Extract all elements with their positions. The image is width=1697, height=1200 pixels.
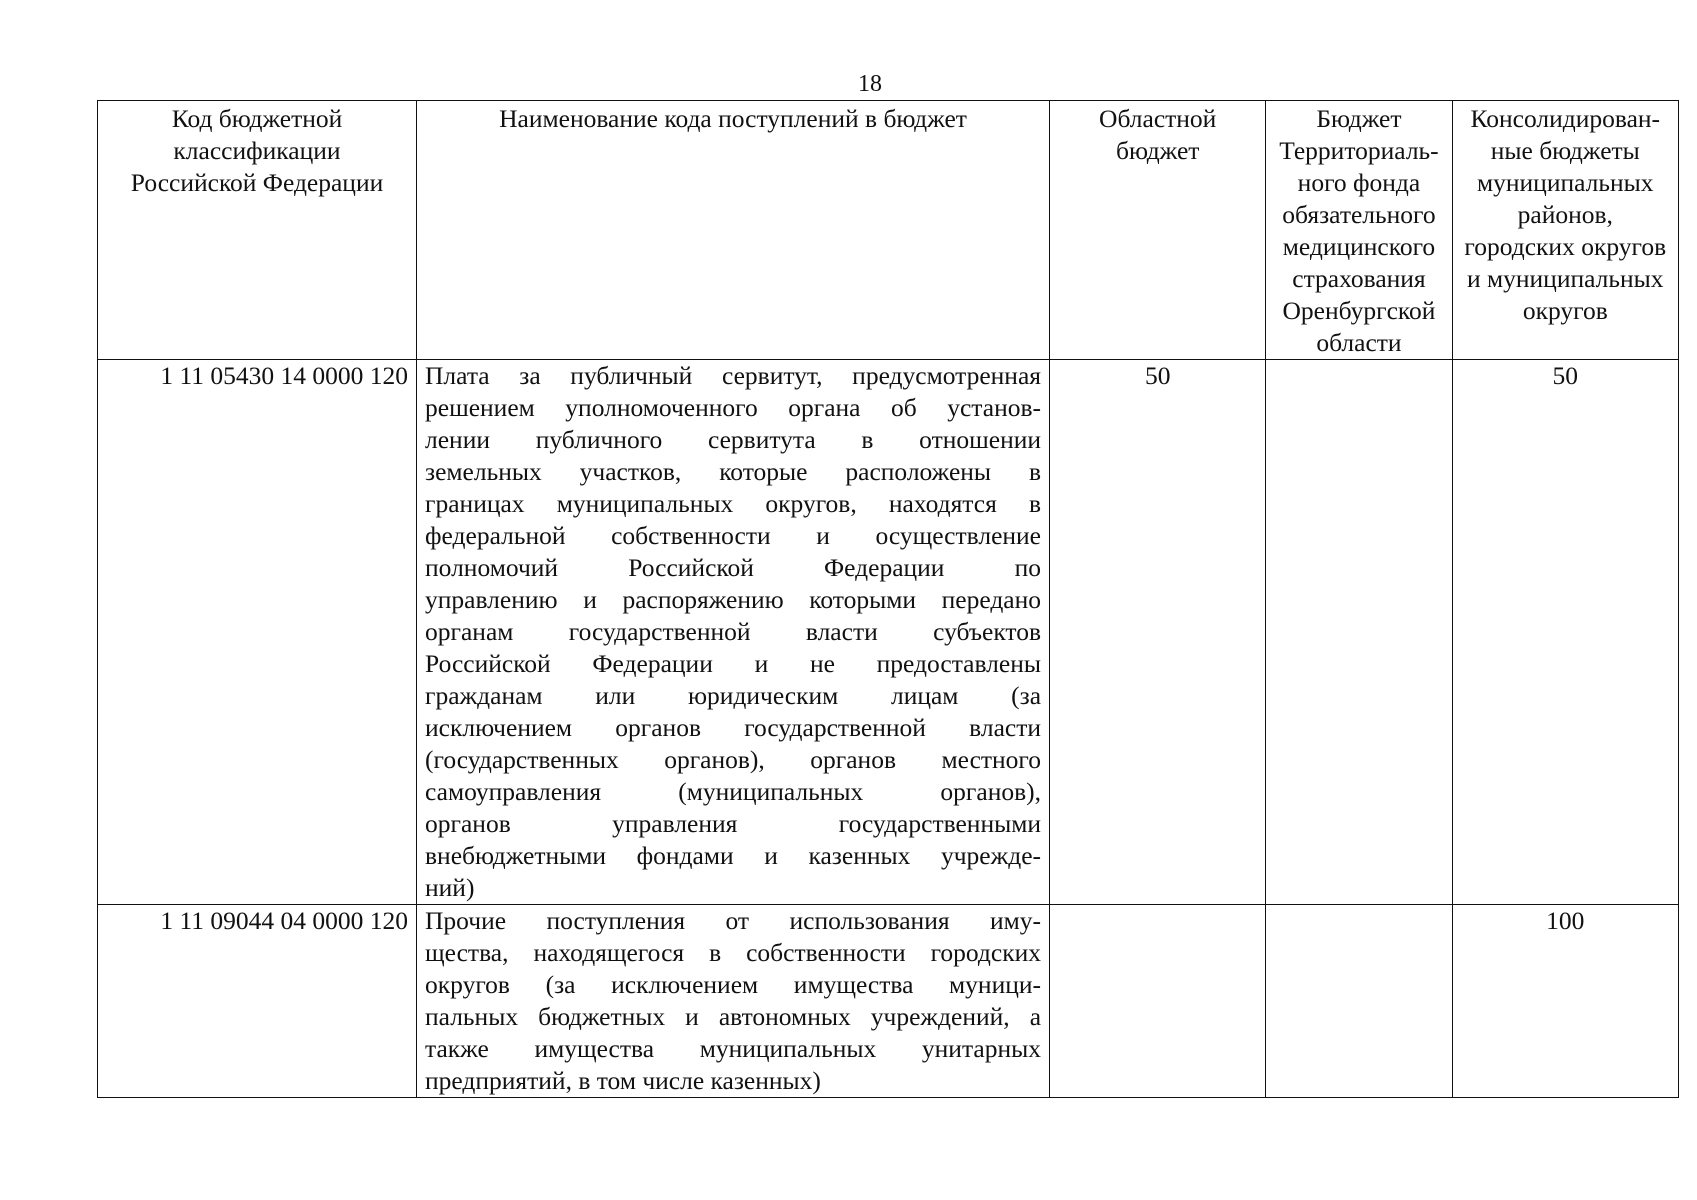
- row-name-line: ний): [425, 873, 475, 902]
- row-regional-value: [1050, 905, 1266, 1098]
- header-name: [417, 101, 1050, 360]
- header-regional-label: Областной бюджет: [1099, 104, 1217, 165]
- header-code-label: Код бюджетной классификации Российской Федерации: [130, 104, 384, 197]
- row-code: 1 11 05430 14 0000 120: [98, 360, 417, 905]
- row-regional-value: 50: [1050, 360, 1266, 905]
- header-fund-budget: [1266, 101, 1452, 360]
- row-name-line: границах муниципальных округов, находятся в: [425, 489, 1042, 518]
- row-name-line: управлению и распоряжению которыми передано: [425, 585, 1042, 614]
- row-name-line: федеральной собственности и осуществление: [425, 521, 1042, 550]
- row-name-line: Прочие поступления от использования иму-: [425, 906, 1042, 935]
- row-name-line: гражданам или юридическим лицам (за: [425, 681, 1042, 710]
- row-name-line: внебюджетными фондами и казенных учрежде-: [425, 841, 1042, 870]
- row-name-line: также имущества муниципальных унитарных: [425, 1034, 1042, 1063]
- header-name-label: Наименование кода поступлений в бюджет: [499, 104, 967, 133]
- row-name-line: самоуправления (муниципальных органов),: [425, 777, 1042, 806]
- row-code: 1 11 09044 04 0000 120: [98, 905, 417, 1098]
- row-name-line: пальных бюджетных и автономных учреждений, а: [425, 1002, 1042, 1031]
- header-consolidated-label: Консолидирован- ные бюджеты муниципальных районов, городских округов и муниципальных округов: [1464, 104, 1667, 325]
- row-name-line: решением уполномоченного органа об установ-: [425, 393, 1042, 422]
- header-code: [98, 101, 417, 360]
- row-name-line: земельных участков, которые расположены в: [425, 457, 1042, 486]
- row-consolidated-value: 100: [1452, 905, 1678, 1098]
- row-fund-value: [1266, 360, 1452, 905]
- row-name-line: щества, находящегося в собственности городских: [425, 938, 1042, 967]
- page-number: 18: [858, 71, 882, 97]
- row-name-line: округов (за исключением имущества муници-: [425, 970, 1042, 999]
- row-fund-value: [1266, 905, 1452, 1098]
- header-consolidated-budget: [1452, 101, 1678, 360]
- row-name-line: исключением органов государственной власти: [425, 713, 1042, 742]
- header-fund-label: Бюджет Территориаль- ного фонда обязательного медицинского страхования Оренбургской области: [1279, 104, 1439, 357]
- row-name-line: органам государственной власти субъектов: [425, 617, 1042, 646]
- row-name-line: Плата за публичный сервитут, предусмотренная: [425, 361, 1042, 390]
- row-consolidated-value: 50: [1452, 360, 1678, 905]
- row-name-line: лении публичного сервитута в отношении: [425, 425, 1042, 454]
- row-name-line: органов управления государственными: [425, 809, 1042, 838]
- header-row: [98, 101, 1679, 360]
- table-row: [98, 360, 1679, 905]
- table-body: [98, 360, 1679, 1098]
- budget-revenue-table: [97, 100, 1679, 1098]
- table-header: [98, 101, 1679, 360]
- row-name-line: Российской Федерации и не предоставлены: [425, 649, 1042, 678]
- row-name-line: полномочий Российской Федерации по: [425, 553, 1042, 582]
- header-regional-budget: [1050, 101, 1266, 360]
- row-name-line: (государственных органов), органов местного: [425, 745, 1042, 774]
- row-name: [417, 905, 1050, 1098]
- row-name-line: предприятий, в том числе казенных): [425, 1066, 821, 1095]
- table-row: [98, 905, 1679, 1098]
- row-name: [417, 360, 1050, 905]
